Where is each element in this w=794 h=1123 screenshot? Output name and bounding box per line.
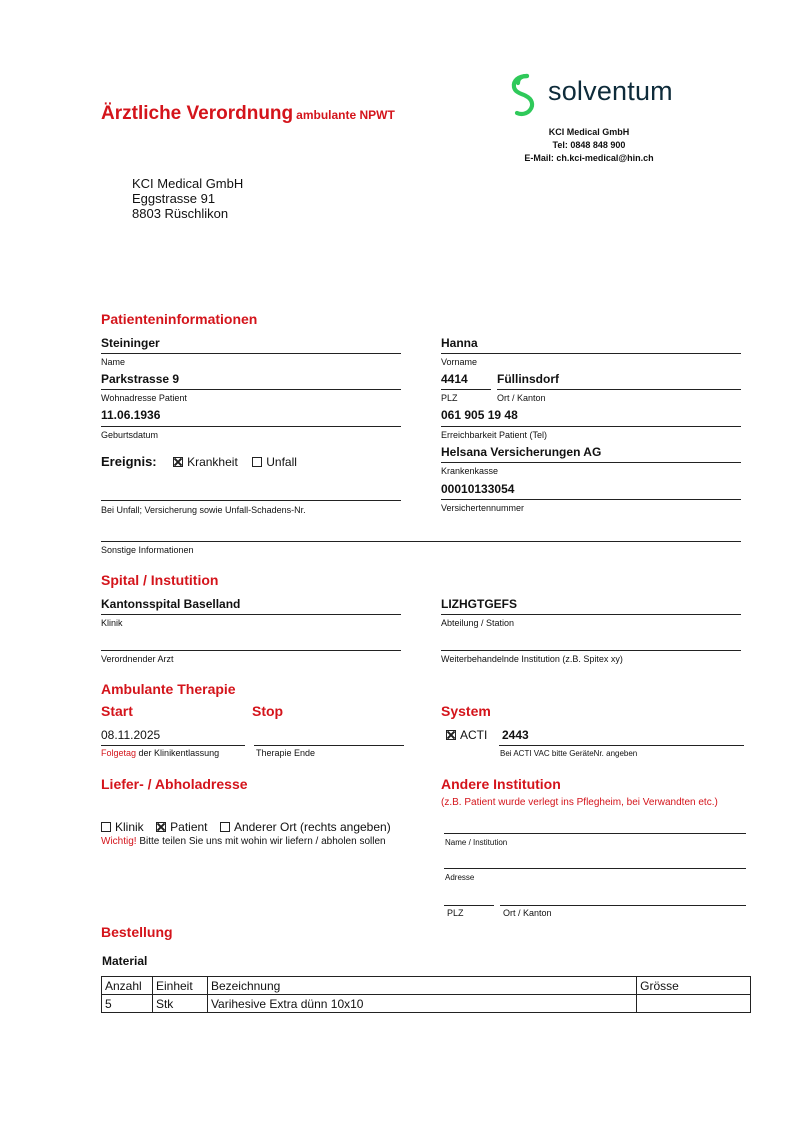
patient-insured-number-value[interactable]: 00010133054 — [441, 482, 515, 496]
title-subtitle: ambulante NPWT — [296, 108, 395, 122]
other-institution-ort-label: Ort / Kanton — [503, 908, 552, 918]
patient-phone-label: Erreichbarkeit Patient (Tel) — [441, 430, 548, 440]
patient-birthdate-value[interactable]: 11.06.1936 — [101, 408, 161, 422]
cell-bezeichnung[interactable]: Varihesive Extra dünn 10x10 — [207, 995, 636, 1013]
patient-phone-value[interactable]: 061 905 19 48 — [441, 408, 518, 422]
accident-line[interactable] — [101, 500, 401, 501]
delivery-klinik-checkbox[interactable] — [101, 822, 111, 832]
patient-address-value[interactable]: Parkstrasse 9 — [101, 372, 180, 386]
other-institution-plz-label: PLZ — [447, 908, 464, 918]
delivery-klinik-label: Klinik — [115, 820, 144, 834]
system-note: Bei ACTI VAC bitte GeräteNr. angeben — [500, 749, 638, 758]
column-header-bezeichnung: Bezeichnung — [207, 977, 636, 995]
patient-ort-line — [497, 389, 741, 390]
delivery-options-row — [101, 818, 391, 836]
therapy-start-note-red: Folgetag — [101, 748, 137, 758]
hospital-department-label: Abteilung / Station — [441, 618, 515, 628]
hospital-department-line — [441, 614, 741, 615]
patient-phone-line — [441, 426, 741, 427]
section-title-hospital: Spital / Instutition — [101, 572, 219, 588]
system-number-value[interactable]: 2443 — [502, 728, 529, 742]
patient-insurer-line — [441, 462, 741, 463]
patient-birthdate-line — [101, 426, 401, 427]
other-institution-name-line[interactable] — [444, 833, 746, 834]
other-institution-name-label: Name / Institution — [445, 838, 508, 847]
column-header-anzahl: Anzahl — [102, 977, 153, 995]
event-unfall-option[interactable] — [252, 455, 297, 469]
therapy-start-line — [101, 745, 245, 746]
other-institution-plz-line[interactable] — [444, 905, 494, 906]
patient-vorname-label: Vorname — [441, 357, 478, 367]
other-institution-hint: (z.B. Patient wurde verlegt ins Pflegheim, bei Verwandten etc.) — [441, 797, 718, 808]
hospital-department-value[interactable]: LIZHGTGEFS — [441, 597, 517, 611]
patient-ort-label: Ort / Kanton — [497, 393, 546, 403]
therapy-start-note-rest: der Klinikentlassung — [138, 748, 220, 758]
contact-email: E-Mail: ch.kci-medical@hin.ch — [524, 153, 654, 163]
material-table-header — [102, 977, 751, 995]
patient-vorname-line — [441, 353, 741, 354]
patient-name-line — [101, 353, 401, 354]
event-krankheit-checkbox[interactable] — [173, 457, 183, 467]
cell-einheit[interactable]: Stk — [152, 995, 207, 1013]
column-header-einheit: Einheit — [152, 977, 207, 995]
accident-label: Bei Unfall; Versicherung sowie Unfall-Schadens-Nr. — [101, 505, 306, 515]
delivery-patient-label: Patient — [170, 820, 208, 834]
section-title-therapy: Ambulante Therapie — [101, 681, 236, 697]
therapy-system-heading: System — [441, 703, 491, 719]
cell-groesse[interactable] — [637, 995, 751, 1013]
delivery-other-option[interactable] — [220, 820, 391, 834]
recipient-line-3: 8803 Rüschlikon — [132, 206, 229, 221]
patient-name-value[interactable]: Steininger — [101, 336, 160, 350]
event-unfall-checkbox[interactable] — [252, 457, 262, 467]
hospital-followup-line[interactable] — [441, 650, 741, 651]
other-info-line[interactable] — [101, 541, 741, 542]
therapy-start-note — [101, 748, 219, 758]
hospital-clinic-line — [101, 614, 401, 615]
patient-birthdate-label: Geburtsdatum — [101, 430, 159, 440]
title-main: Ärztliche Verordnung — [101, 103, 294, 124]
contact-tel: Tel: 0848 848 900 — [552, 140, 626, 150]
delivery-klinik-option[interactable] — [101, 820, 144, 834]
other-institution-address-label: Adresse — [445, 873, 475, 882]
column-header-groesse: Grösse — [637, 977, 751, 995]
solventum-logo — [509, 72, 689, 120]
event-label: Ereignis: — [101, 454, 157, 469]
recipient-line-2: Eggstrasse 91 — [132, 191, 216, 206]
patient-insurer-label: Krankenkasse — [441, 466, 499, 476]
contact-company: KCI Medical GmbH — [548, 127, 630, 137]
therapy-stop-heading: Stop — [252, 703, 284, 719]
event-unfall-label: Unfall — [266, 455, 297, 469]
delivery-other-checkbox[interactable] — [220, 822, 230, 832]
patient-insured-number-line — [441, 499, 741, 500]
hospital-followup-label: Weiterbehandelnde Institution (z.B. Spitex xy) — [441, 654, 623, 664]
patient-vorname-value[interactable]: Hanna — [441, 336, 478, 350]
patient-insurer-value[interactable]: Helsana Versicherungen AG — [441, 445, 602, 459]
event-row — [101, 453, 297, 471]
patient-plz-value[interactable]: 4414 — [441, 372, 468, 386]
therapy-stop-note: Therapie Ende — [256, 748, 316, 758]
section-title-delivery: Liefer- / Abholadresse — [101, 776, 248, 792]
patient-address-label: Wohnadresse Patient — [101, 393, 187, 403]
patient-insured-number-label: Versichertennummer — [441, 503, 525, 513]
event-krankheit-label: Krankheit — [187, 455, 238, 469]
section-title-order: Bestellung — [101, 924, 173, 940]
delivery-warning — [101, 836, 386, 847]
other-institution-address-line[interactable] — [444, 868, 746, 869]
patient-address-line — [101, 389, 401, 390]
delivery-patient-checkbox[interactable] — [156, 822, 166, 832]
delivery-warning-red: Wichtig! — [101, 836, 137, 847]
section-title-other-institution: Andere Institution — [441, 776, 561, 792]
solventum-logo-icon — [509, 72, 543, 118]
hospital-doctor-line[interactable] — [101, 650, 401, 651]
patient-name-label: Name — [101, 357, 126, 367]
material-table — [101, 976, 751, 1013]
hospital-doctor-label: Verordnender Arzt — [101, 654, 174, 664]
system-acti-label: ACTI — [460, 728, 488, 742]
recipient-line-1: KCI Medical GmbH — [132, 176, 244, 191]
patient-plz-line — [441, 389, 491, 390]
therapy-stop-line[interactable] — [254, 745, 404, 746]
material-heading: Material — [102, 954, 148, 968]
table-row — [102, 995, 751, 1013]
system-acti-checkbox[interactable] — [446, 730, 456, 740]
system-acti-option[interactable] — [446, 728, 487, 742]
cell-anzahl[interactable]: 5 — [102, 995, 153, 1013]
hospital-clinic-value[interactable]: Kantonsspital Baselland — [101, 597, 241, 611]
patient-ort-value[interactable]: Füllinsdorf — [497, 372, 559, 386]
system-number-line — [499, 745, 744, 746]
therapy-start-heading: Start — [101, 703, 133, 719]
delivery-other-label: Anderer Ort (rechts angeben) — [233, 820, 391, 834]
other-info-label: Sonstige Informationen — [101, 545, 194, 555]
delivery-patient-option[interactable] — [156, 820, 207, 834]
other-institution-ort-line[interactable] — [500, 905, 746, 906]
logo-wordmark: solventum — [548, 76, 673, 106]
document-title — [101, 103, 395, 125]
therapy-start-date-value[interactable]: 08.11.2025 — [101, 728, 161, 742]
section-title-patient: Patienteninformationen — [101, 311, 258, 327]
hospital-clinic-label: Klinik — [101, 618, 123, 628]
patient-plz-label: PLZ — [441, 393, 458, 403]
event-krankheit-option[interactable] — [173, 455, 238, 469]
delivery-warning-rest: Bitte teilen Sie uns mit wohin wir liefern / abholen sollen — [139, 836, 386, 847]
